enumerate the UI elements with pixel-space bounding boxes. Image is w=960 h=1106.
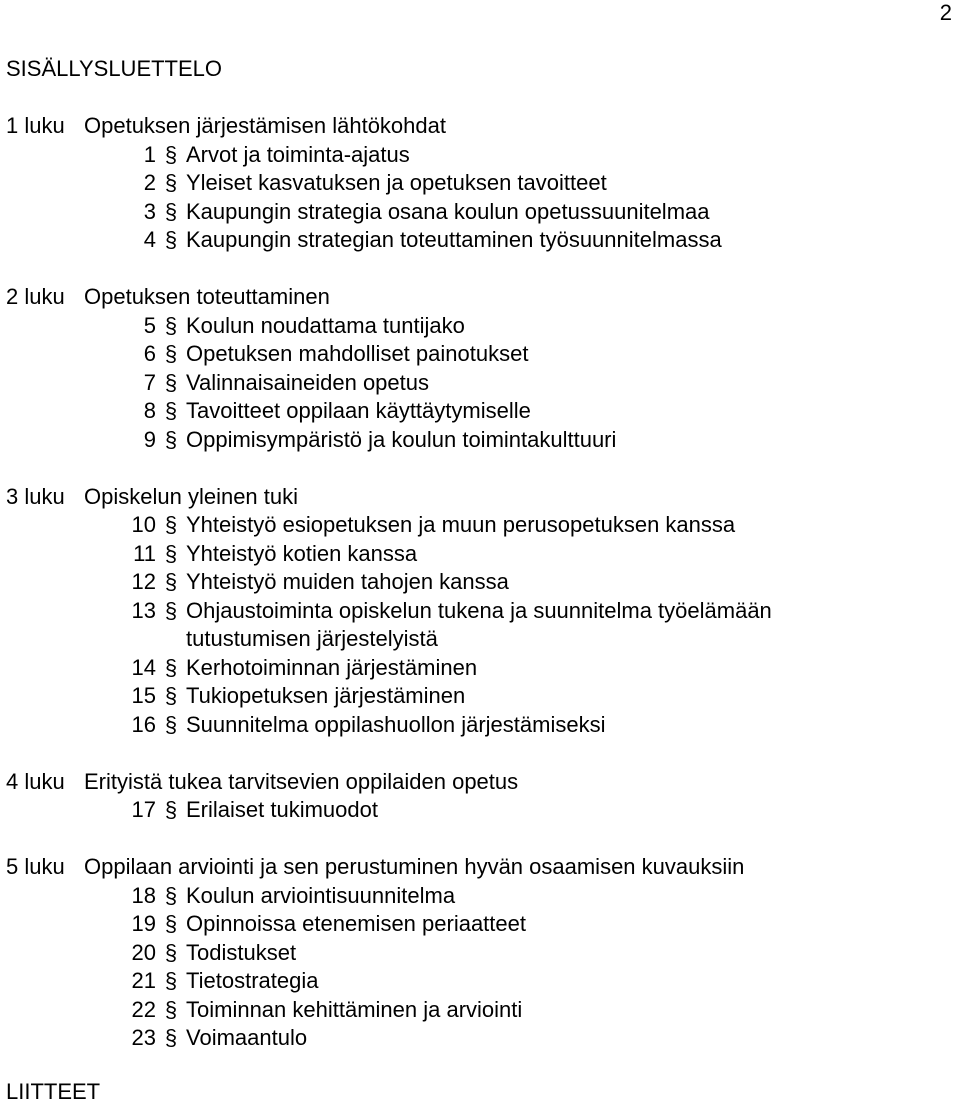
section-title: Arvot ja toiminta-ajatus — [186, 141, 410, 167]
toc-section — [6, 967, 946, 996]
section-symbol: § — [164, 683, 178, 708]
section-symbol: § — [164, 227, 178, 252]
section-symbol: § — [164, 170, 178, 195]
section-symbol: § — [164, 597, 178, 623]
chapter-title: Opetuksen järjestämisen lähtökohdat — [84, 113, 446, 138]
section-number: 11 — [133, 540, 156, 566]
section-number: 15 — [131, 683, 156, 708]
toc-chapter — [6, 112, 946, 255]
section-symbol: § — [164, 996, 178, 1022]
toc-section — [6, 654, 946, 683]
section-number: 16 — [131, 711, 156, 737]
section-title: Opinnoissa etenemisen periaatteet — [186, 911, 526, 936]
toc-chapter — [6, 283, 946, 454]
section-number: 20 — [131, 939, 156, 965]
section-symbol: § — [164, 797, 178, 822]
section-title: Valinnaisaineiden opetus — [186, 369, 429, 395]
section-number: 3 — [143, 198, 156, 224]
section-number: 12 — [131, 569, 156, 594]
section-title: Kaupungin strategia osana koulun opetussuunitelmaa — [186, 198, 710, 224]
section-title: Voimaantulo — [186, 1025, 308, 1050]
section-symbol: § — [164, 141, 178, 167]
chapter-number: 1 luku — [6, 113, 65, 138]
section-symbol: § — [164, 426, 178, 452]
section-title: Opetuksen mahdolliset painotukset — [186, 341, 529, 366]
section-number: 1 — [143, 141, 156, 167]
section-title: Yleiset kasvatuksen ja opetuksen tavoitteet — [186, 170, 607, 195]
section-number: 4 — [143, 227, 156, 252]
toc-section — [6, 1024, 946, 1053]
section-title: Kerhotoiminnan järjestäminen — [186, 654, 478, 680]
section-symbol: § — [164, 369, 178, 395]
section-symbol: § — [164, 654, 178, 680]
section-number: 5 — [143, 312, 156, 338]
section-number: 10 — [131, 512, 156, 537]
section-symbol: § — [164, 312, 178, 338]
toc-title: SISÄLLYSLUETTELO — [6, 56, 223, 81]
section-title: Yhteistyö kotien kanssa — [186, 540, 418, 566]
section-title: Yhteistyö muiden tahojen kanssa — [186, 569, 509, 594]
section-title: Todistukset — [186, 939, 297, 965]
chapter-number: 2 luku — [6, 284, 65, 309]
toc-section — [6, 796, 946, 825]
toc-section — [6, 939, 946, 968]
toc-section — [6, 141, 946, 170]
toc-section — [6, 340, 946, 369]
toc-section — [6, 910, 946, 939]
section-symbol: § — [164, 198, 178, 224]
chapter-title: Opiskelun yleinen tuki — [84, 483, 299, 509]
section-symbol: § — [164, 398, 178, 423]
section-title: Kaupungin strategian toteuttaminen työsuunnitelmassa — [186, 227, 722, 252]
section-number: 23 — [131, 1025, 156, 1050]
toc-chapter — [6, 853, 946, 1053]
section-symbol: § — [164, 939, 178, 965]
table-of-contents — [6, 112, 946, 1081]
chapter-heading — [6, 283, 946, 312]
section-title: Yhteistyö esiopetuksen ja muun perusopetuksen kanssa — [186, 512, 736, 537]
toc-section — [6, 397, 946, 426]
section-symbol: § — [164, 711, 178, 737]
toc-section — [6, 568, 946, 597]
chapter-heading — [6, 483, 946, 512]
section-title: Tavoitteet oppilaan käyttäytymiselle — [186, 398, 531, 423]
section-symbol: § — [164, 882, 178, 908]
chapter-title: Erityistä tukea tarvitsevien oppilaiden opetus — [84, 768, 519, 794]
chapter-title: Opetuksen toteuttaminen — [84, 284, 330, 309]
section-number: 8 — [143, 398, 156, 423]
section-symbol: § — [164, 911, 178, 936]
section-number: 7 — [143, 369, 156, 395]
toc-section — [6, 711, 946, 740]
toc-section — [6, 426, 946, 455]
section-symbol: § — [164, 540, 178, 566]
chapter-heading — [6, 768, 946, 797]
section-title: Erilaiset tukimuodot — [186, 797, 378, 822]
section-symbol: § — [164, 569, 178, 594]
chapter-heading — [6, 112, 946, 141]
toc-section — [6, 312, 946, 341]
section-title: Suunnitelma oppilashuollon järjestämiseksi — [186, 711, 606, 737]
toc-section — [6, 540, 946, 569]
chapter-number: 4 luku — [6, 768, 65, 794]
section-title: Oppimisympäristö ja koulun toimintakulttuuri — [186, 426, 617, 452]
toc-section — [6, 682, 946, 711]
section-symbol: § — [164, 512, 178, 537]
toc-section — [6, 198, 946, 227]
toc-chapter — [6, 768, 946, 825]
toc-section — [6, 511, 946, 540]
toc-section — [6, 597, 946, 654]
section-number: 19 — [131, 911, 156, 936]
toc-section — [6, 882, 946, 911]
toc-section — [6, 226, 946, 255]
section-number: 9 — [143, 426, 156, 452]
section-title: Koulun noudattama tuntijako — [186, 312, 465, 338]
section-number: 14 — [131, 654, 156, 680]
chapter-heading — [6, 853, 946, 882]
section-number: 22 — [131, 996, 156, 1022]
section-number: 2 — [143, 170, 156, 195]
toc-section — [6, 169, 946, 198]
section-title: Toiminnan kehittäminen ja arviointi — [186, 996, 523, 1022]
section-number: 18 — [131, 882, 156, 908]
section-number: 13 — [131, 597, 156, 623]
toc-section — [6, 369, 946, 398]
section-symbol: § — [164, 1025, 178, 1050]
page-number: 2 — [939, 0, 952, 25]
section-title: Tietostrategia — [186, 968, 319, 993]
section-symbol: § — [164, 341, 178, 366]
section-symbol: § — [164, 968, 178, 993]
section-number: 21 — [131, 968, 156, 993]
toc-section — [6, 996, 946, 1025]
section-title: Ohjaustoiminta opiskelun tukena ja suunnitelma työelämään tutustumisen järjestelyistä — [186, 597, 772, 651]
section-number: 6 — [143, 341, 156, 366]
appendix-heading: LIITTEET — [6, 1079, 101, 1104]
section-title: Tukiopetuksen järjestäminen — [186, 683, 466, 708]
toc-chapter — [6, 483, 946, 740]
chapter-title: Oppilaan arviointi ja sen perustuminen hyvän osaamisen kuvauksiin — [84, 854, 745, 879]
chapter-number: 5 luku — [6, 854, 65, 879]
section-title: Koulun arviointisuunnitelma — [186, 882, 456, 908]
chapter-number: 3 luku — [6, 483, 65, 509]
section-number: 17 — [131, 797, 156, 822]
